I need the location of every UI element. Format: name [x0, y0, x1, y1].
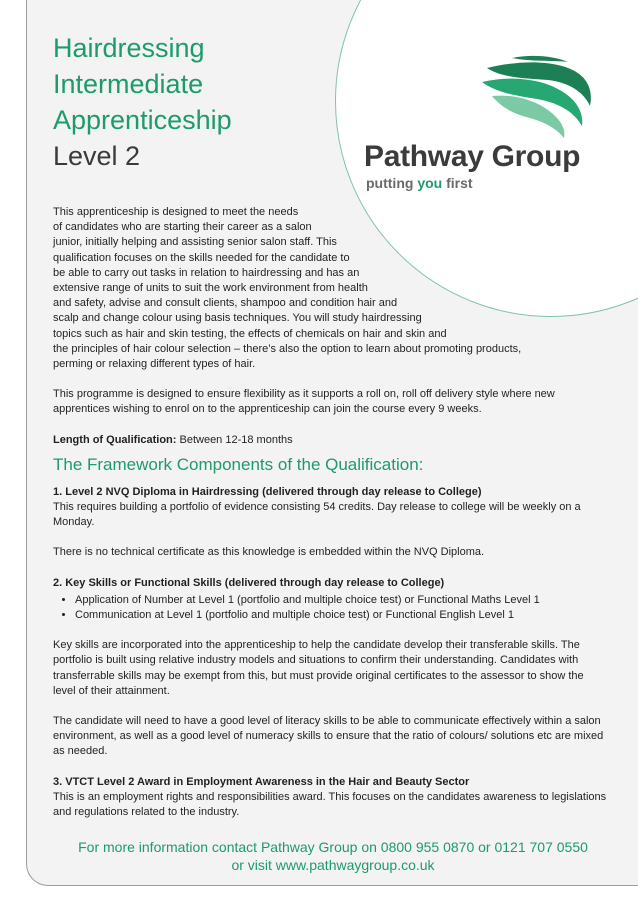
intro-line: of candidates who are starting their career as a salon [53, 221, 312, 234]
tagline-you: you [417, 175, 443, 191]
component-1-title: 1. Level 2 NVQ Diploma in Hairdressing (delivered through day release to College) [53, 485, 482, 498]
component-1-text: This requires building a portfolio of evidence consisting 54 credits. Day release to college will be weekly on a Monday. [53, 501, 581, 529]
contact-line-1: For more information contact Pathway Group on 0800 955 0870 or 0121 707 0550 [78, 839, 588, 855]
tagline-prefix: putting [366, 175, 414, 191]
swoosh-icon [362, 54, 602, 140]
title-line-3: Apprenticeship [53, 105, 232, 135]
list-item: • Communication at Level 1 (portfolio and multiple choice test) or Functional English Level 1 [75, 608, 609, 623]
component-2-title: 2. Key Skills or Functional Skills (delivered through day release to College) [53, 576, 445, 589]
page-title [53, 30, 232, 174]
intro-line: be able to carry out tasks in relation to hairdressing and has an [53, 266, 360, 279]
title-line-2: Intermediate [53, 69, 204, 99]
length-value: Between 12-18 months [176, 433, 293, 446]
tagline-suffix: first [446, 175, 473, 191]
intro-line: the principles of hair colour selection – there’s also the option to learn about promoting products, [53, 342, 522, 355]
main-content [53, 205, 609, 820]
pathway-group-logo [362, 54, 602, 194]
framework-heading: The Framework Components of the Qualification: [53, 454, 424, 474]
list-item: • Application of Number at Level 1 (portfolio and multiple choice test) or Functional Maths Level 1 [75, 593, 609, 608]
intro-line: perming or relaxing different types of hair. [53, 358, 256, 371]
intro-line: qualification focuses on the skills needed for the candidate to [53, 251, 350, 264]
contact-line-2: or visit www.pathwaygroup.co.uk [231, 857, 435, 873]
contact-info [53, 838, 613, 874]
component-2-text: Key skills are incorporated into the apprenticeship to help the candidate develop their transferable skills. The portfolio is built using relative industry models and situations to confirm their understanding. Candidates with transferrable skills may be exempt from this, but must provide original certificates to the assessor to show the level of their attainment. [53, 639, 584, 697]
title-line-1: Hairdressing [53, 33, 205, 63]
intro-line: and safety, advise and consult clients, shampoo and condition hair and [53, 297, 398, 310]
component-3-text: This is an employment rights and responsibilities award. This focuses on the candidates awareness to legislations and regulations related to the industry. [53, 790, 607, 819]
intro-line: topics such as hair and skin testing, the effects of chemicals on hair and skin and [53, 327, 447, 340]
intro-line: extensive range of units to suit the work environment from health [53, 282, 368, 295]
intro-text [53, 205, 609, 372]
intro-line: junior, initially helping and assisting senior salon staff. This [53, 236, 337, 249]
length-label: Length of Qualification: [53, 433, 177, 446]
component-1-note: There is no technical certificate as this knowledge is embedded within the NVQ Diploma. [53, 546, 485, 559]
logo-tagline [366, 175, 473, 191]
component-2-text-2: The candidate will need to have a good level of literacy skills to be able to communicate effectively within a salon environment, as well as a good level of numeracy skills to ensure that the ratio of colours/ solutions etc are mixed as needed. [53, 715, 604, 758]
intro-line: scalp and change colour using basis techniques. You will study hairdressing [53, 312, 422, 325]
component-2-bullets [53, 593, 609, 623]
intro-line: This apprenticeship is designed to meet the needs [53, 206, 299, 218]
flexibility-paragraph: This programme is designed to ensure flexibility as it supports a roll on, roll off delivery style where new apprentices wishing to enrol on to the apprenticeship can join the course every 9 weeks. [53, 388, 555, 416]
component-3-title: 3. VTCT Level 2 Award in Employment Awareness in the Hair and Beauty Sector [53, 775, 470, 788]
title-level: Level 2 [53, 141, 141, 171]
logo-brand-text: Pathway Group [364, 140, 581, 173]
length-of-qualification [53, 433, 609, 448]
